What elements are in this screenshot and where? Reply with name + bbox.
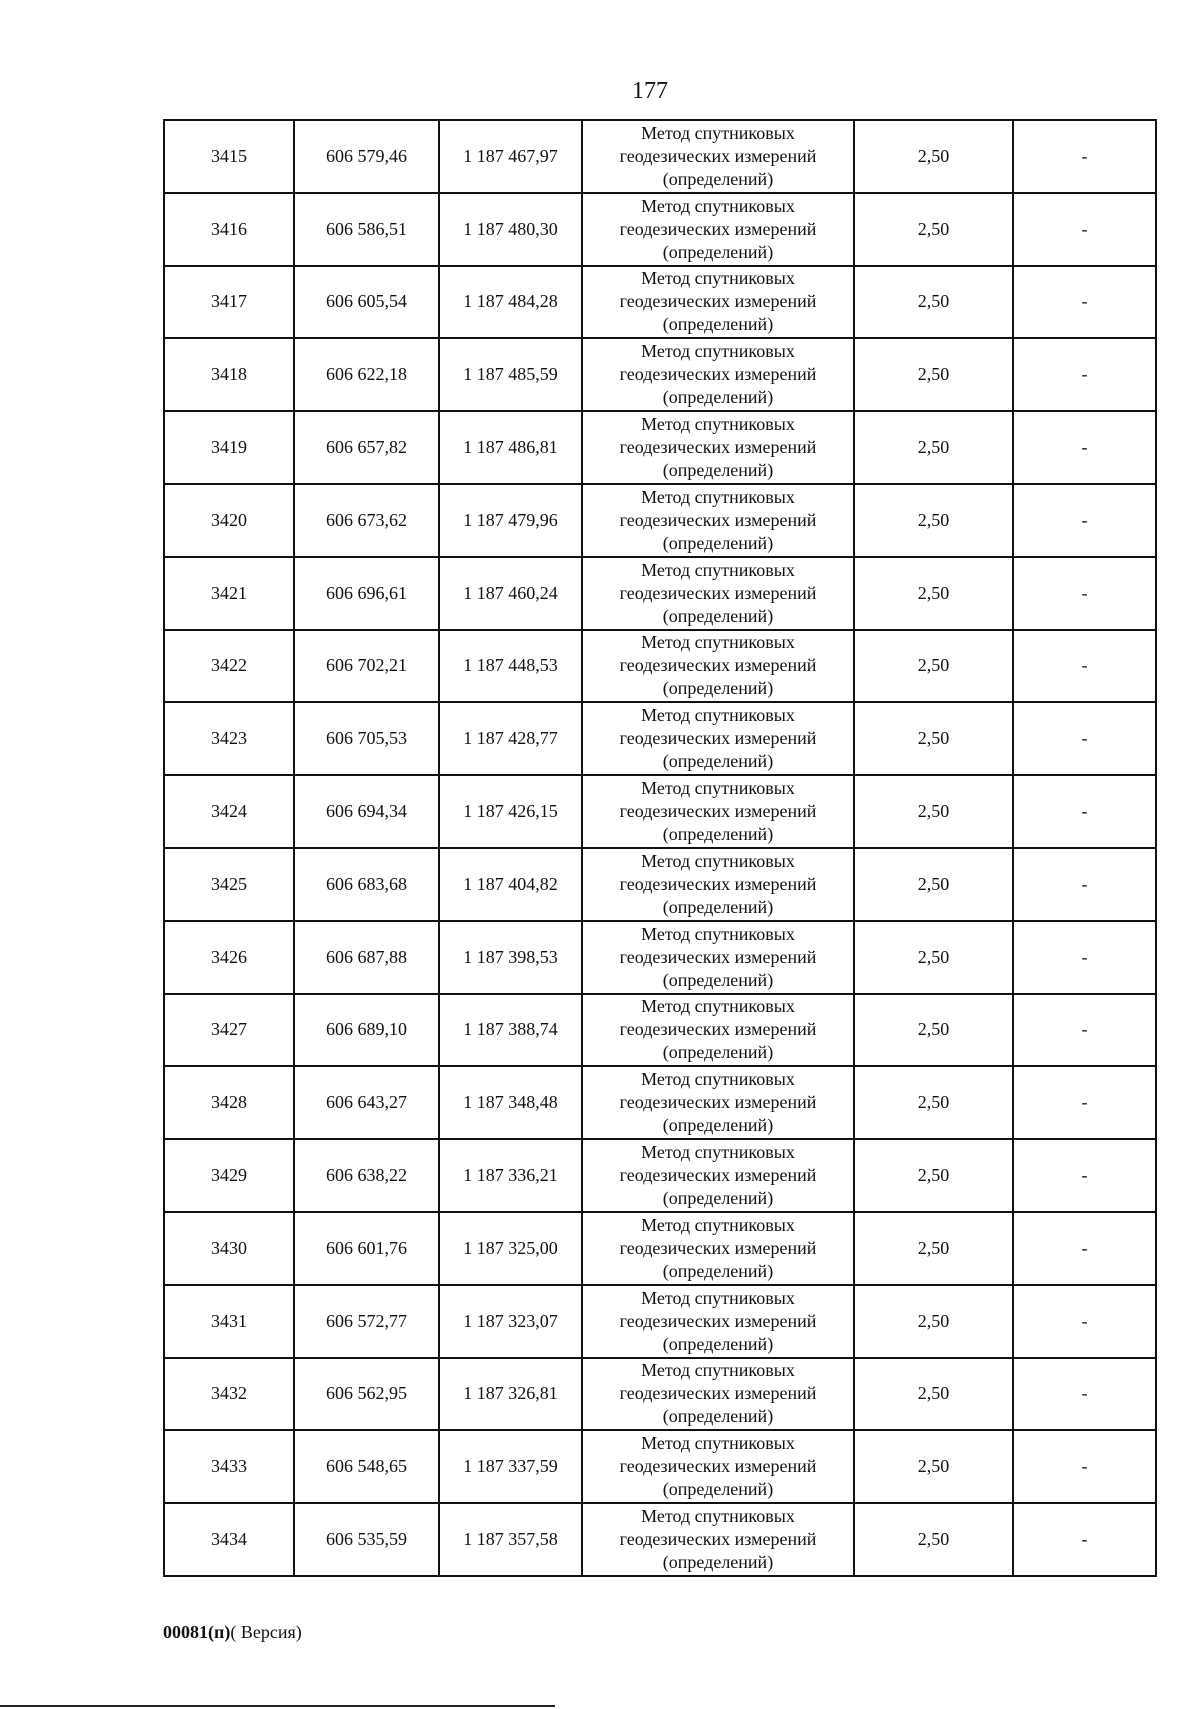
x-coordinate-cell: 606 548,65 xyxy=(294,1430,439,1503)
y-coordinate-cell: 1 187 479,96 xyxy=(439,484,582,557)
x-coordinate-cell: 606 687,88 xyxy=(294,921,439,994)
y-coordinate-cell: 1 187 388,74 xyxy=(439,994,582,1067)
y-coordinate-cell: 1 187 480,30 xyxy=(439,193,582,266)
note-cell: - xyxy=(1013,193,1156,266)
note-cell: - xyxy=(1013,1358,1156,1431)
method-line: (определений) xyxy=(662,168,774,189)
point-number-cell: 3433 xyxy=(164,1430,294,1503)
method-cell xyxy=(582,848,854,921)
x-coordinate-cell: 606 562,95 xyxy=(294,1358,439,1431)
accuracy-cell: 2,50 xyxy=(854,1358,1013,1431)
x-coordinate-cell: 606 689,10 xyxy=(294,994,439,1067)
method-cell xyxy=(582,994,854,1067)
method-line: Метод спутниковых xyxy=(641,1142,795,1163)
note-cell: - xyxy=(1013,338,1156,411)
method-line: (определений) xyxy=(662,896,774,917)
method-cell xyxy=(582,557,854,630)
note-cell: - xyxy=(1013,921,1156,994)
method-line: (определений) xyxy=(662,532,774,553)
method-line: (определений) xyxy=(662,387,774,408)
point-number-cell: 3434 xyxy=(164,1503,294,1576)
method-line: геодезических измерений xyxy=(619,873,817,894)
table-row xyxy=(164,1139,1156,1212)
method-cell xyxy=(582,630,854,703)
method-line: Метод спутниковых xyxy=(641,778,795,799)
x-coordinate-cell: 606 657,82 xyxy=(294,411,439,484)
method-line: Метод спутниковых xyxy=(641,1214,795,1235)
y-coordinate-cell: 1 187 336,21 xyxy=(439,1139,582,1212)
bottom-rule xyxy=(0,1705,555,1707)
accuracy-cell: 2,50 xyxy=(854,120,1013,193)
method-line: (определений) xyxy=(662,1552,774,1573)
note-cell: - xyxy=(1013,1285,1156,1358)
method-line: (определений) xyxy=(662,314,774,335)
method-cell xyxy=(582,1430,854,1503)
method-cell xyxy=(582,1503,854,1576)
note-cell: - xyxy=(1013,848,1156,921)
method-line: геодезических измерений xyxy=(619,1456,817,1477)
table-row xyxy=(164,921,1156,994)
y-coordinate-cell: 1 187 323,07 xyxy=(439,1285,582,1358)
method-line: Метод спутниковых xyxy=(641,923,795,944)
x-coordinate-cell: 606 702,21 xyxy=(294,630,439,703)
table-row xyxy=(164,775,1156,848)
page-number: 177 xyxy=(632,78,668,104)
accuracy-cell: 2,50 xyxy=(854,1139,1013,1212)
note-cell: - xyxy=(1013,557,1156,630)
method-line: геодезических измерений xyxy=(619,655,817,676)
x-coordinate-cell: 606 643,27 xyxy=(294,1066,439,1139)
method-line: Метод спутниковых xyxy=(641,268,795,289)
table-row xyxy=(164,994,1156,1067)
method-line: (определений) xyxy=(662,751,774,772)
accuracy-cell: 2,50 xyxy=(854,994,1013,1067)
coordinates-table xyxy=(163,119,1157,1577)
method-line: геодезических измерений xyxy=(619,437,817,458)
method-line: Метод спутниковых xyxy=(641,122,795,143)
method-line: (определений) xyxy=(662,1333,774,1354)
document-version: ( Версия) xyxy=(230,1622,302,1642)
accuracy-cell: 2,50 xyxy=(854,1503,1013,1576)
accuracy-cell: 2,50 xyxy=(854,193,1013,266)
method-line: Метод спутниковых xyxy=(641,341,795,362)
y-coordinate-cell: 1 187 485,59 xyxy=(439,338,582,411)
point-number-cell: 3423 xyxy=(164,702,294,775)
x-coordinate-cell: 606 705,53 xyxy=(294,702,439,775)
method-cell xyxy=(582,1358,854,1431)
method-line: геодезических измерений xyxy=(619,1092,817,1113)
accuracy-cell: 2,50 xyxy=(854,702,1013,775)
y-coordinate-cell: 1 187 448,53 xyxy=(439,630,582,703)
x-coordinate-cell: 606 535,59 xyxy=(294,1503,439,1576)
accuracy-cell: 2,50 xyxy=(854,1285,1013,1358)
note-cell: - xyxy=(1013,411,1156,484)
method-line: Метод спутниковых xyxy=(641,632,795,653)
x-coordinate-cell: 606 605,54 xyxy=(294,266,439,339)
table-row xyxy=(164,266,1156,339)
y-coordinate-cell: 1 187 357,58 xyxy=(439,1503,582,1576)
table-row xyxy=(164,1503,1156,1576)
method-cell xyxy=(582,702,854,775)
method-line: геодезических измерений xyxy=(619,218,817,239)
note-cell: - xyxy=(1013,994,1156,1067)
x-coordinate-cell: 606 601,76 xyxy=(294,1212,439,1285)
method-line: Метод спутниковых xyxy=(641,850,795,871)
point-number-cell: 3427 xyxy=(164,994,294,1067)
x-coordinate-cell: 606 586,51 xyxy=(294,193,439,266)
table-row xyxy=(164,1358,1156,1431)
method-line: геодезических измерений xyxy=(619,1383,817,1404)
point-number-cell: 3416 xyxy=(164,193,294,266)
method-line: Метод спутниковых xyxy=(641,1287,795,1308)
table-row xyxy=(164,338,1156,411)
method-cell xyxy=(582,266,854,339)
y-coordinate-cell: 1 187 484,28 xyxy=(439,266,582,339)
method-line: (определений) xyxy=(662,460,774,481)
y-coordinate-cell: 1 187 348,48 xyxy=(439,1066,582,1139)
method-line: Метод спутниковых xyxy=(641,1433,795,1454)
method-line: геодезических измерений xyxy=(619,364,817,385)
table-row xyxy=(164,411,1156,484)
method-line: Метод спутниковых xyxy=(641,414,795,435)
method-line: геодезических измерений xyxy=(619,801,817,822)
point-number-cell: 3424 xyxy=(164,775,294,848)
table-row xyxy=(164,193,1156,266)
note-cell: - xyxy=(1013,630,1156,703)
method-line: Метод спутниковых xyxy=(641,486,795,507)
x-coordinate-cell: 606 683,68 xyxy=(294,848,439,921)
table-row xyxy=(164,1212,1156,1285)
point-number-cell: 3426 xyxy=(164,921,294,994)
method-cell xyxy=(582,1285,854,1358)
method-cell xyxy=(582,120,854,193)
method-line: (определений) xyxy=(662,678,774,699)
accuracy-cell: 2,50 xyxy=(854,1066,1013,1139)
table-row xyxy=(164,848,1156,921)
method-line: геодезических измерений xyxy=(619,1237,817,1258)
point-number-cell: 3431 xyxy=(164,1285,294,1358)
method-cell xyxy=(582,1212,854,1285)
y-coordinate-cell: 1 187 337,59 xyxy=(439,1430,582,1503)
x-coordinate-cell: 606 696,61 xyxy=(294,557,439,630)
method-line: геодезических измерений xyxy=(619,582,817,603)
method-line: (определений) xyxy=(662,1406,774,1427)
point-number-cell: 3419 xyxy=(164,411,294,484)
point-number-cell: 3422 xyxy=(164,630,294,703)
accuracy-cell: 2,50 xyxy=(854,411,1013,484)
method-line: геодезических измерений xyxy=(619,1019,817,1040)
accuracy-cell: 2,50 xyxy=(854,630,1013,703)
point-number-cell: 3420 xyxy=(164,484,294,557)
y-coordinate-cell: 1 187 326,81 xyxy=(439,1358,582,1431)
document-footer xyxy=(163,1622,302,1643)
method-line: (определений) xyxy=(662,605,774,626)
method-cell xyxy=(582,484,854,557)
accuracy-cell: 2,50 xyxy=(854,266,1013,339)
table-row xyxy=(164,120,1156,193)
method-line: Метод спутниковых xyxy=(641,996,795,1017)
y-coordinate-cell: 1 187 467,97 xyxy=(439,120,582,193)
accuracy-cell: 2,50 xyxy=(854,1212,1013,1285)
table-row xyxy=(164,702,1156,775)
note-cell: - xyxy=(1013,775,1156,848)
method-line: Метод спутниковых xyxy=(641,1360,795,1381)
y-coordinate-cell: 1 187 486,81 xyxy=(439,411,582,484)
method-cell xyxy=(582,1139,854,1212)
point-number-cell: 3418 xyxy=(164,338,294,411)
point-number-cell: 3415 xyxy=(164,120,294,193)
method-line: геодезических измерений xyxy=(619,946,817,967)
method-line: Метод спутниковых xyxy=(641,705,795,726)
point-number-cell: 3430 xyxy=(164,1212,294,1285)
note-cell: - xyxy=(1013,484,1156,557)
note-cell: - xyxy=(1013,1503,1156,1576)
method-line: Метод спутниковых xyxy=(641,1506,795,1527)
method-line: геодезических измерений xyxy=(619,291,817,312)
method-line: Метод спутниковых xyxy=(641,195,795,216)
method-cell xyxy=(582,921,854,994)
x-coordinate-cell: 606 622,18 xyxy=(294,338,439,411)
note-cell: - xyxy=(1013,1066,1156,1139)
accuracy-cell: 2,50 xyxy=(854,484,1013,557)
table-row xyxy=(164,484,1156,557)
y-coordinate-cell: 1 187 426,15 xyxy=(439,775,582,848)
method-line: геодезических измерений xyxy=(619,509,817,530)
note-cell: - xyxy=(1013,1430,1156,1503)
method-cell xyxy=(582,775,854,848)
y-coordinate-cell: 1 187 398,53 xyxy=(439,921,582,994)
accuracy-cell: 2,50 xyxy=(854,848,1013,921)
document-code: 00081(п) xyxy=(163,1622,231,1642)
method-line: геодезических измерений xyxy=(619,145,817,166)
point-number-cell: 3429 xyxy=(164,1139,294,1212)
table-row xyxy=(164,1285,1156,1358)
point-number-cell: 3428 xyxy=(164,1066,294,1139)
accuracy-cell: 2,50 xyxy=(854,1430,1013,1503)
x-coordinate-cell: 606 572,77 xyxy=(294,1285,439,1358)
method-line: (определений) xyxy=(662,1260,774,1281)
method-line: Метод спутниковых xyxy=(641,1069,795,1090)
accuracy-cell: 2,50 xyxy=(854,338,1013,411)
method-line: геодезических измерений xyxy=(619,728,817,749)
x-coordinate-cell: 606 638,22 xyxy=(294,1139,439,1212)
point-number-cell: 3417 xyxy=(164,266,294,339)
method-line: (определений) xyxy=(662,241,774,262)
method-line: (определений) xyxy=(662,1115,774,1136)
note-cell: - xyxy=(1013,266,1156,339)
method-line: геодезических измерений xyxy=(619,1310,817,1331)
method-line: (определений) xyxy=(662,969,774,990)
point-number-cell: 3421 xyxy=(164,557,294,630)
y-coordinate-cell: 1 187 428,77 xyxy=(439,702,582,775)
note-cell: - xyxy=(1013,702,1156,775)
note-cell: - xyxy=(1013,1139,1156,1212)
x-coordinate-cell: 606 694,34 xyxy=(294,775,439,848)
x-coordinate-cell: 606 673,62 xyxy=(294,484,439,557)
table-row xyxy=(164,1430,1156,1503)
method-line: геодезических измерений xyxy=(619,1529,817,1550)
point-number-cell: 3425 xyxy=(164,848,294,921)
table-body xyxy=(164,120,1156,1576)
method-cell xyxy=(582,338,854,411)
method-line: геодезических измерений xyxy=(619,1165,817,1186)
accuracy-cell: 2,50 xyxy=(854,775,1013,848)
note-cell: - xyxy=(1013,120,1156,193)
method-cell xyxy=(582,1066,854,1139)
method-line: (определений) xyxy=(662,1042,774,1063)
method-line: Метод спутниковых xyxy=(641,559,795,580)
method-line: (определений) xyxy=(662,824,774,845)
method-line: (определений) xyxy=(662,1188,774,1209)
method-cell xyxy=(582,411,854,484)
y-coordinate-cell: 1 187 325,00 xyxy=(439,1212,582,1285)
table-row xyxy=(164,557,1156,630)
table-row xyxy=(164,1066,1156,1139)
point-number-cell: 3432 xyxy=(164,1358,294,1431)
y-coordinate-cell: 1 187 404,82 xyxy=(439,848,582,921)
method-cell xyxy=(582,193,854,266)
accuracy-cell: 2,50 xyxy=(854,921,1013,994)
table-row xyxy=(164,630,1156,703)
note-cell: - xyxy=(1013,1212,1156,1285)
y-coordinate-cell: 1 187 460,24 xyxy=(439,557,582,630)
method-line: (определений) xyxy=(662,1479,774,1500)
x-coordinate-cell: 606 579,46 xyxy=(294,120,439,193)
accuracy-cell: 2,50 xyxy=(854,557,1013,630)
